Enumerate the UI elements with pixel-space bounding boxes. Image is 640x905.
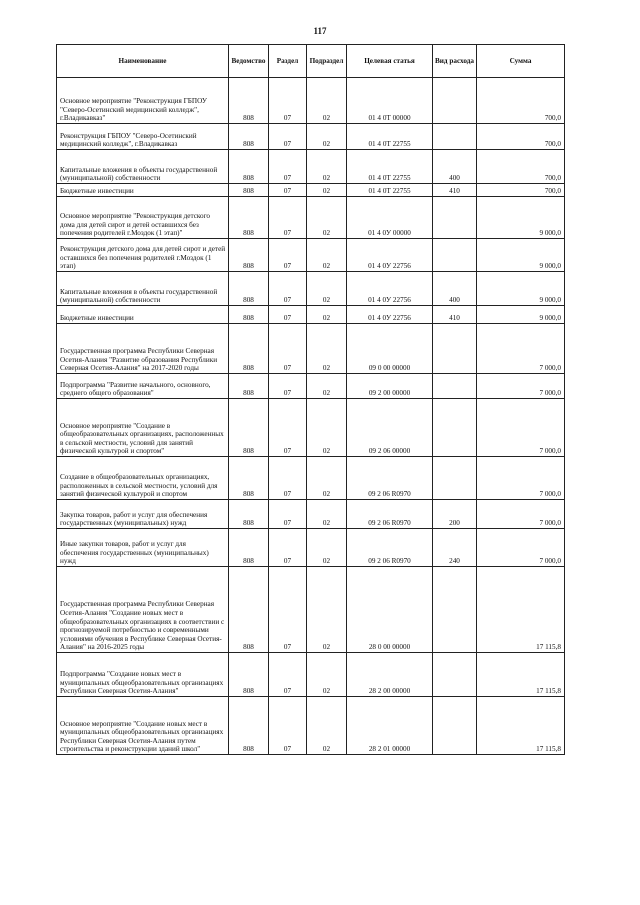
cell-exptype: 410 [433,306,477,324]
cell-dept: 808 [229,500,269,529]
table-row [57,184,565,197]
cell-target: 01 4 0Т 22755 [347,150,433,184]
cell-target: 09 0 00 00000 [347,324,433,374]
cell-dept: 808 [229,399,269,457]
cell-section: 07 [269,374,307,399]
cell-dept: 808 [229,457,269,500]
cell-dept: 808 [229,653,269,697]
cell-exptype: 200 [433,500,477,529]
table-row [57,124,565,150]
cell-subsection: 02 [307,374,347,399]
cell-sum: 9 000,0 [477,306,565,324]
cell-target: 01 4 0У 22756 [347,272,433,306]
cell-exptype [433,653,477,697]
cell-exptype: 400 [433,150,477,184]
cell-name: Закупка товаров, работ и услуг для обеспечения государственных (муниципальных) нужд [57,500,229,529]
cell-section: 07 [269,78,307,124]
cell-dept: 808 [229,239,269,272]
cell-target: 01 4 0У 22756 [347,306,433,324]
cell-sum: 9 000,0 [477,239,565,272]
cell-name: Иные закупки товаров, работ и услуг для обеспечения государственных (муниципальных) нужд [57,529,229,567]
cell-dept: 808 [229,150,269,184]
cell-target: 01 4 0Т 22755 [347,124,433,150]
cell-sum: 9 000,0 [477,197,565,239]
page-number: 117 [313,26,327,36]
cell-sum: 7 000,0 [477,529,565,567]
cell-name: Основное мероприятие "Реконструкция ГБПОУ "Северо-Осетинский медицинский колледж", г.Владикавказ" [57,78,229,124]
cell-target: 09 2 06 R0970 [347,457,433,500]
cell-target: 01 4 0Т 00000 [347,78,433,124]
cell-subsection: 02 [307,457,347,500]
cell-subsection: 02 [307,306,347,324]
header-exptype: Вид расхода [433,45,477,78]
cell-exptype [433,197,477,239]
cell-subsection: 02 [307,78,347,124]
cell-subsection: 02 [307,567,347,653]
cell-name: Капитальные вложения в объекты государственной (муниципальной) собственности [57,150,229,184]
cell-subsection: 02 [307,324,347,374]
cell-section: 07 [269,124,307,150]
table-header-row [57,45,565,78]
cell-section: 07 [269,324,307,374]
cell-dept: 808 [229,374,269,399]
cell-name: Подпрограмма "Создание новых мест в муниципальных общеобразовательных организациях Республики Северная Осетия-Алания" [57,653,229,697]
cell-section: 07 [269,239,307,272]
cell-name: Создание в общеобразовательных организациях, расположенных в сельской местности, условий для занятий физической культурой и спортом [57,457,229,500]
header-sum: Сумма [477,45,565,78]
table-row [57,239,565,272]
cell-name: Государственная программа Республики Северная Осетия-Алания "Создание новых мест в общеобразовательных организациях в соответствии с прогнозируемой потребностью и современными условиями обучения в Республике Северная Осетия-Алания" на 2016-2025 годы [57,567,229,653]
cell-exptype [433,239,477,272]
cell-sum: 700,0 [477,124,565,150]
cell-exptype [433,697,477,755]
cell-name: Бюджетные инвестиции [57,184,229,197]
cell-name: Основное мероприятие "Создание в общеобразовательных организациях, расположенных в сельской местности, условий для занятий физической культурой и спортом" [57,399,229,457]
cell-target: 09 2 06 00000 [347,399,433,457]
header-target: Целевая статья [347,45,433,78]
cell-dept: 808 [229,567,269,653]
table-row [57,697,565,755]
cell-exptype [433,124,477,150]
cell-subsection: 02 [307,653,347,697]
cell-target: 09 2 00 00000 [347,374,433,399]
cell-sum: 700,0 [477,184,565,197]
table-row [57,324,565,374]
cell-name: Государственная программа Республики Северная Осетия-Алания "Развитие образования Республики Северная Осетия-Алания" на 2017-2020 годы [57,324,229,374]
table-row [57,653,565,697]
cell-target: 01 4 0Т 22755 [347,184,433,197]
cell-sum: 7 000,0 [477,457,565,500]
cell-sum: 17 115,8 [477,653,565,697]
cell-section: 07 [269,567,307,653]
cell-target: 28 0 00 00000 [347,567,433,653]
cell-target: 28 2 01 00000 [347,697,433,755]
cell-section: 07 [269,197,307,239]
cell-subsection: 02 [307,184,347,197]
cell-name: Реконструкция ГБПОУ "Северо-Осетинский медицинский колледж", г.Владикавказ [57,124,229,150]
cell-section: 07 [269,399,307,457]
cell-target: 28 2 00 00000 [347,653,433,697]
cell-exptype: 240 [433,529,477,567]
cell-name: Подпрограмма "Развитие начального, основного, среднего общего образования" [57,374,229,399]
cell-exptype [433,324,477,374]
table-row [57,306,565,324]
cell-exptype [433,399,477,457]
cell-section: 07 [269,150,307,184]
cell-section: 07 [269,697,307,755]
table-row [57,374,565,399]
table-row [57,150,565,184]
cell-subsection: 02 [307,124,347,150]
cell-section: 07 [269,184,307,197]
cell-sum: 9 000,0 [477,272,565,306]
cell-sum: 17 115,8 [477,567,565,653]
table-row [57,529,565,567]
table-row [57,197,565,239]
table-row [57,567,565,653]
cell-exptype [433,457,477,500]
cell-exptype: 400 [433,272,477,306]
table-row [57,457,565,500]
cell-subsection: 02 [307,399,347,457]
cell-subsection: 02 [307,697,347,755]
cell-sum: 700,0 [477,78,565,124]
cell-subsection: 02 [307,239,347,272]
table-row [57,399,565,457]
cell-section: 07 [269,500,307,529]
cell-target: 01 4 0У 00000 [347,197,433,239]
cell-subsection: 02 [307,272,347,306]
cell-subsection: 02 [307,500,347,529]
cell-target: 09 2 06 R0970 [347,529,433,567]
cell-dept: 808 [229,184,269,197]
cell-sum: 7 000,0 [477,324,565,374]
table-row [57,272,565,306]
cell-sum: 700,0 [477,150,565,184]
cell-name: Основное мероприятие "Реконструкция детского дома для детей сирот и детей оставшихся без попечения родителей г.Моздок (1 этап)" [57,197,229,239]
cell-section: 07 [269,653,307,697]
cell-name: Основное мероприятие "Создание новых мест в муниципальных общеобразовательных организациях Республики Северная Осетия-Алания путем строительства и реконструкции зданий школ" [57,697,229,755]
cell-exptype: 410 [433,184,477,197]
cell-section: 07 [269,457,307,500]
table-row [57,78,565,124]
cell-section: 07 [269,306,307,324]
cell-subsection: 02 [307,529,347,567]
cell-dept: 808 [229,124,269,150]
cell-exptype [433,78,477,124]
cell-sum: 7 000,0 [477,399,565,457]
cell-section: 07 [269,272,307,306]
budget-table [56,44,565,755]
cell-sum: 7 000,0 [477,500,565,529]
table-row [57,500,565,529]
cell-target: 09 2 06 R0970 [347,500,433,529]
header-name: Наименование [57,45,229,78]
cell-dept: 808 [229,324,269,374]
cell-name: Капитальные вложения в объекты государственной (муниципальной) собственности [57,272,229,306]
cell-section: 07 [269,529,307,567]
cell-sum: 7 000,0 [477,374,565,399]
cell-dept: 808 [229,78,269,124]
cell-name: Реконструкция детского дома для детей сирот и детей оставшихся без попечения родителей г.Моздок (1 этап) [57,239,229,272]
header-subsection: Подраздел [307,45,347,78]
cell-dept: 808 [229,697,269,755]
header-dept: Ведомство [229,45,269,78]
cell-dept: 808 [229,529,269,567]
header-section: Раздел [269,45,307,78]
cell-exptype [433,374,477,399]
cell-target: 01 4 0У 22756 [347,239,433,272]
cell-exptype [433,567,477,653]
cell-subsection: 02 [307,197,347,239]
cell-dept: 808 [229,272,269,306]
cell-subsection: 02 [307,150,347,184]
cell-sum: 17 115,8 [477,697,565,755]
cell-dept: 808 [229,197,269,239]
cell-name: Бюджетные инвестиции [57,306,229,324]
cell-dept: 808 [229,306,269,324]
